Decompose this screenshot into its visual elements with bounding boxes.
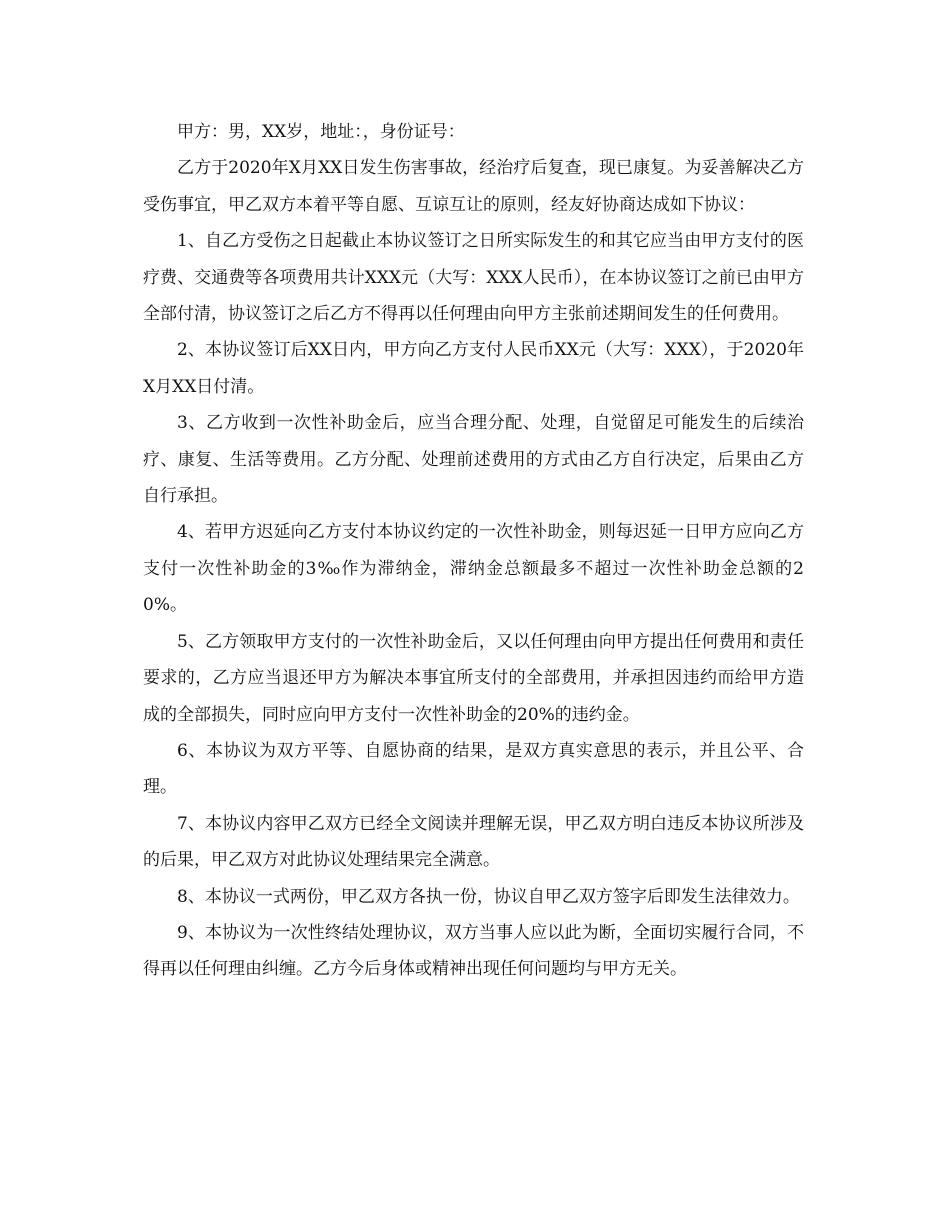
clause-4: 4、若甲方迟延向乙方支付本协议约定的一次性补助金，则每迟延一日甲方应向乙方支付一次性补助金的3‰作为滞纳金，滞纳金总额最多不超过一次性补助金总额的20%。 (143, 522, 804, 616)
clause-2: 2、本协议签订后XX日内，甲方向乙方支付人民币XX元（大写：XXX），于2020年X月XX日付清。 (143, 340, 804, 397)
clause-7: 7、本协议内容甲乙双方已经全文阅读并理解无误，甲乙双方明白违反本协议所涉及的后果，甲乙双方对此协议处理结果完全满意。 (143, 813, 804, 871)
agreement-body (143, 114, 804, 988)
party-a-info: 甲方：男，XX岁，地址：，身份证号： (177, 122, 465, 142)
clause-9: 9、本协议为一次性终结处理协议，双方当事人应以此为断，全面切实履行合同，不得再以任何理由纠缠。乙方今后身体或精神出现任何问题均与甲方无关。 (143, 922, 804, 980)
clause-8: 8、本协议一式两份，甲乙双方各执一份，协议自甲乙双方签字后即发生法律效力。 (177, 886, 800, 907)
clause-5: 5、乙方领取甲方支付的一次性补助金后，又以任何理由向甲方提出任何费用和责任要求的，乙方应当退还甲方为解决本事宜所支付的全部费用，并承担因违约而给甲方造成的全部损失，同时应向甲方支付一次性补助金的20%的违约金。 (143, 631, 804, 725)
preamble-paragraph: 乙方于2020年X月XX日发生伤害事故，经治疗后复查，现已康复。为妥善解决乙方受伤事宜，甲乙双方本着平等自愿、互谅互让的原则，经友好协商达成如下协议： (143, 158, 804, 215)
clause-3: 3、乙方收到一次性补助金后，应当合理分配、处理，自觉留足可能发生的后续治疗、康复、生活等费用。乙方分配、处理前述费用的方式由乙方自行决定，后果由乙方自行承担。 (143, 413, 804, 507)
clause-1: 1、自乙方受伤之日起截止本协议签订之日所实际发生的和其它应当由甲方支付的医疗费、交通费等各项费用共计XXX元（大写：XXX人民币），在本协议签订之前已由甲方全部付清，协议签订之后乙方不得再以任何理由向甲方主张前述期间发生的任何费用。 (143, 231, 804, 325)
clause-6: 6、本协议为双方平等、自愿协商的结果，是双方真实意思的表示，并且公平、合理。 (143, 740, 804, 798)
